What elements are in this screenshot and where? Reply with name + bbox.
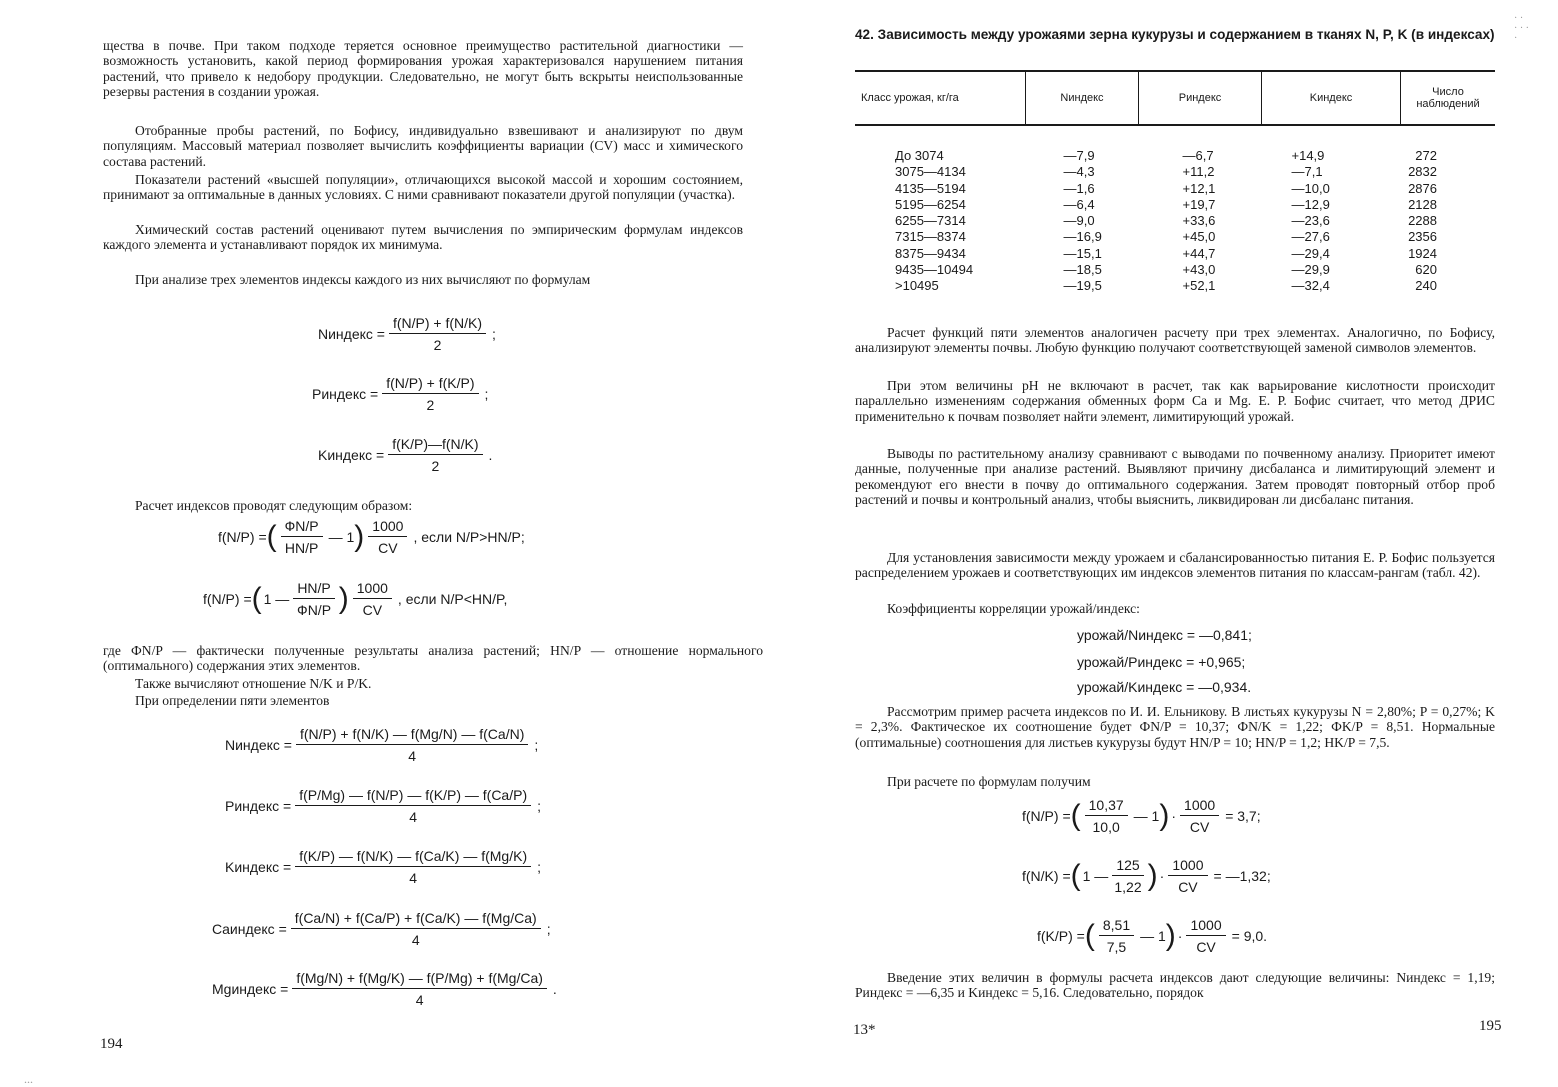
formula-n-index: Nиндекс = $\frac{f(N/P) + f(N/K)}{2}$ ; xyxy=(318,315,496,353)
paragraph: Рассмотрим пример расчета индексов по И. И. Ельникову. В листьях кукурузы N = 2,80%; P = 0,27%; K = 2,3%. Фактическое их соотношение будет ФN/P = 10,37; ФN/K = 1,22; ФK/P = 8,51. Нормальные (оптимальные) соотношения для листьев кукурузы будут HN/P = 10; HN/P = 1,2; HK/P = 7,5. xyxy=(855,704,1495,750)
paragraph: Также вычисляют отношение N/K и P/K. xyxy=(135,676,372,691)
table-cell: 2832 xyxy=(1408,164,1437,180)
table-cell: —6,7 xyxy=(1182,148,1214,163)
table-cell: +33,6 xyxy=(1182,213,1216,229)
table-header-cell: Число наблюдений xyxy=(1401,71,1496,125)
table-title: 42. Зависимость между урожаями зерна кукурузы и содержанием в тканях N, P, K (в индексах) xyxy=(855,27,1495,42)
table-row xyxy=(855,246,1495,262)
paragraph: Для установления зависимости между урожаем и сбалансированностью питания Е. Р. Бофис пользуется распределением урожаев и соответствующих им индексов элементов питания по классам-рангам (табл. 42). xyxy=(855,550,1495,581)
table-row xyxy=(855,197,1495,213)
correlation-k: урожай/Kиндекс = —0,934. xyxy=(1077,679,1252,695)
table-cell: 9435—10494 xyxy=(895,262,974,278)
table-cell: —1,6 xyxy=(1063,180,1095,196)
formula-ca-index-5: Caиндекс = $\frac{f(Ca/N) + f(Ca/P) + f(Ca/K) — f(Mg/Ca)}{4}$ ; xyxy=(212,910,551,948)
formula-k-index: Kиндекс = $\frac{f(K/P)—f(N/K)}{2}$ . xyxy=(318,436,493,474)
table-cell: 1924 xyxy=(1408,245,1437,261)
right-page xyxy=(779,0,1558,1084)
table-cell: —16,9 xyxy=(1063,229,1102,245)
page-number: 195 xyxy=(1479,1018,1502,1034)
calc-f-kp: f(K/P) = ( $\frac{8,51}{7,5}$ — 1 ) · $\frac{1000}{CV}$ = 9,0. xyxy=(1037,917,1268,955)
table-body xyxy=(855,125,1495,295)
table-cell: 620 xyxy=(1415,262,1437,278)
table-cell: 3075—4134 xyxy=(895,164,966,180)
table-cell: +19,7 xyxy=(1182,196,1216,212)
paragraph: Показатели растений «высшей популяции», отличающихся высокой массой и хорошим состоянием, принимают за оптимальные в данных условиях. С ними сравнивают показатели другой популяции (участка). xyxy=(103,172,743,203)
table-cell: +52,1 xyxy=(1182,278,1216,294)
table-cell: 272 xyxy=(1415,148,1437,163)
table-cell: —10,0 xyxy=(1291,180,1330,196)
table-cell: 2288 xyxy=(1408,213,1437,229)
table-cell: —27,6 xyxy=(1291,229,1330,245)
table-cell: —32,4 xyxy=(1291,278,1330,294)
paragraph: где ФN/P — фактически полученные результаты анализа растений; HN/P — отношение нормального (оптимального) содержания этих элементов. xyxy=(103,643,763,674)
paragraph: При этом величины pH не включают в расчет, так как варьирование кислотности происходит параллельно изменениям содержания обменных форм Ca и Mg. Е. Р. Бофис считает, что метод ДРИС применительно к почвам позволяет найти элемент, лимитирующий урожай. xyxy=(855,378,1495,424)
table-cell: +44,7 xyxy=(1182,245,1216,261)
table-header-cell: Nиндекс xyxy=(1026,71,1139,125)
signature-mark: 13* xyxy=(853,1022,876,1038)
table-row xyxy=(855,164,1495,180)
table-cell: +43,0 xyxy=(1182,262,1216,278)
table-header-cell: Kиндекс xyxy=(1262,71,1401,125)
table-cell: +45,0 xyxy=(1182,229,1216,245)
paragraph: Отобранные пробы растений, по Бофису, индивидуально взвешивают и анализируют по двум популяциям. Массовый материал позволяет вычислить коэффициенты вариации (CV) масс и химического состава растений. xyxy=(103,123,743,169)
scan-mark: · · · · · · xyxy=(1514,13,1529,44)
table-cell: 2356 xyxy=(1408,229,1437,245)
calc-f-nk: f(N/K) = ( 1 — $\frac{125}{1,22}$ ) · $\frac{1000}{CV}$ = —1,32; xyxy=(1022,857,1271,895)
formula-p-index-5: Pиндекс = $\frac{f(P/Mg) — f(N/P) — f(K/P) — f(Ca/P)}{4}$ ; xyxy=(225,787,541,825)
table-cell: —15,1 xyxy=(1063,245,1102,261)
table-cell: 6255—7314 xyxy=(895,213,966,229)
table-cell: —4,3 xyxy=(1063,164,1095,180)
table-cell: —7,1 xyxy=(1291,164,1323,180)
table-cell: До 3074 xyxy=(895,148,944,163)
table-cell: —6,4 xyxy=(1063,196,1095,212)
paragraph: При определении пяти элементов xyxy=(135,693,330,708)
yield-index-table xyxy=(855,70,1495,295)
correlation-p: урожай/Pиндекс = +0,965; xyxy=(1077,654,1246,670)
table-cell: 4135—5194 xyxy=(895,180,966,196)
table-row xyxy=(855,229,1495,245)
scan-mark: ... xyxy=(24,1072,33,1086)
page-number: 194 xyxy=(100,1036,123,1052)
table-row xyxy=(855,213,1495,229)
table-cell: —9,0 xyxy=(1063,213,1095,229)
formula-fnp-less: f(N/P) = ( 1 — $\frac{HN/P}{ФN/P}$ ) $\frac{1000}{CV}$ , если N/P<HN/P, xyxy=(203,580,508,618)
paragraph: Выводы по растительному анализу сравнивают с выводами по почвенному анализу. Приоритет имеют данные, полученные при анализе растений. Выявляют причину дисбаланса и лимитирующий элемент и рекомендуют его внести в почву до оптимального содержания. Затем проводят повторный отбор проб растений и почвы и контрольный анализ, чтобы выяснить, ликвидирован ли дисбаланс питания. xyxy=(855,446,1495,508)
table-cell: —29,4 xyxy=(1291,245,1330,261)
table-cell: +14,9 xyxy=(1291,148,1325,163)
table-cell: +12,1 xyxy=(1182,180,1216,196)
formula-mg-index-5: Mgиндекс = $\frac{f(Mg/N) + f(Mg/K) — f(P/Mg) + f(Mg/Ca)}{4}$ . xyxy=(212,970,557,1008)
table-cell: 2876 xyxy=(1408,180,1437,196)
table-cell: —29,9 xyxy=(1291,262,1330,278)
table-cell: —7,9 xyxy=(1063,148,1095,163)
table-cell: —12,9 xyxy=(1291,196,1330,212)
table-header-cell: Класс урожая, кг/га xyxy=(855,71,1026,125)
table-header-cell: Pиндекс xyxy=(1139,71,1262,125)
paragraph: Коэффициенты корреляции урожай/индекс: xyxy=(887,601,1140,616)
paragraph: При анализе трех элементов индексы каждого из них вычисляют по формулам xyxy=(135,272,591,287)
table-cell: >10495 xyxy=(895,278,939,294)
paragraph: Расчет функций пяти элементов аналогичен расчету при трех элементах. Аналогично, по Бофису, анализируют элементы почвы. Любую функцию получают соответствующей заменой символов элементов. xyxy=(855,325,1495,356)
formula-n-index-5: Nиндекс = $\frac{f(N/P) + f(N/K) — f(Mg/N) — f(Ca/N)}{4}$ ; xyxy=(225,726,539,764)
table-cell: 5195—6254 xyxy=(895,196,966,212)
table-row xyxy=(855,181,1495,197)
table-row xyxy=(855,262,1495,278)
table-cell: —19,5 xyxy=(1063,278,1102,294)
table-header-row xyxy=(855,71,1495,125)
formula-k-index-5: Kиндекс = $\frac{f(K/P) — f(N/K) — f(Ca/K) — f(Mg/K)}{4}$ ; xyxy=(225,848,541,886)
table-cell: +11,2 xyxy=(1182,164,1215,180)
table-row xyxy=(855,278,1495,294)
table-row xyxy=(855,125,1495,164)
formula-p-index: Pиндекс = $\frac{f(N/P) + f(K/P)}{2}$ ; xyxy=(312,375,489,413)
paragraph: Введение этих величин в формулы расчета индексов дают следующие величины: Nиндекс = 1,19; Pиндекс = —6,35 и Kиндекс = 5,16. Следовательно, порядок xyxy=(855,970,1495,1001)
left-page xyxy=(0,0,779,1084)
paragraph: При расчете по формулам получим xyxy=(887,774,1091,789)
table-cell: —18,5 xyxy=(1063,262,1102,278)
table-cell: 7315—8374 xyxy=(895,229,966,245)
paragraph: щества в почве. При таком подходе теряется основное преимущество растительной диагностики — возможность установить, какой период формирования урожая характеризовался нарушением питания растений, что привело к недобору продукции. Следовательно, не могут быть вскрыты неиспользованные резервы растения в создании урожая. xyxy=(103,38,743,100)
table-cell: 2128 xyxy=(1408,196,1437,212)
paragraph: Расчет индексов проводят следующим образом: xyxy=(135,498,413,513)
paragraph: Химический состав растений оценивают путем вычисления по эмпирическим формулам индексов каждого элемента и устанавливают порядок их минимума. xyxy=(103,222,743,253)
calc-f-np: f(N/P) = ( $\frac{10,37}{10,0}$ — 1 ) · $\frac{1000}{CV}$ = 3,7; xyxy=(1022,797,1261,835)
formula-fnp-greater: f(N/P) = ( $\frac{ФN/P}{HN/P}$ — 1 ) $\frac{1000}{CV}$ , если N/P>HN/P; xyxy=(218,518,525,556)
table-cell: 240 xyxy=(1415,278,1437,294)
correlation-n: урожай/Nиндекс = —0,841; xyxy=(1077,627,1252,643)
table-cell: 8375—9434 xyxy=(895,245,966,261)
table-cell: —23,6 xyxy=(1291,213,1330,229)
